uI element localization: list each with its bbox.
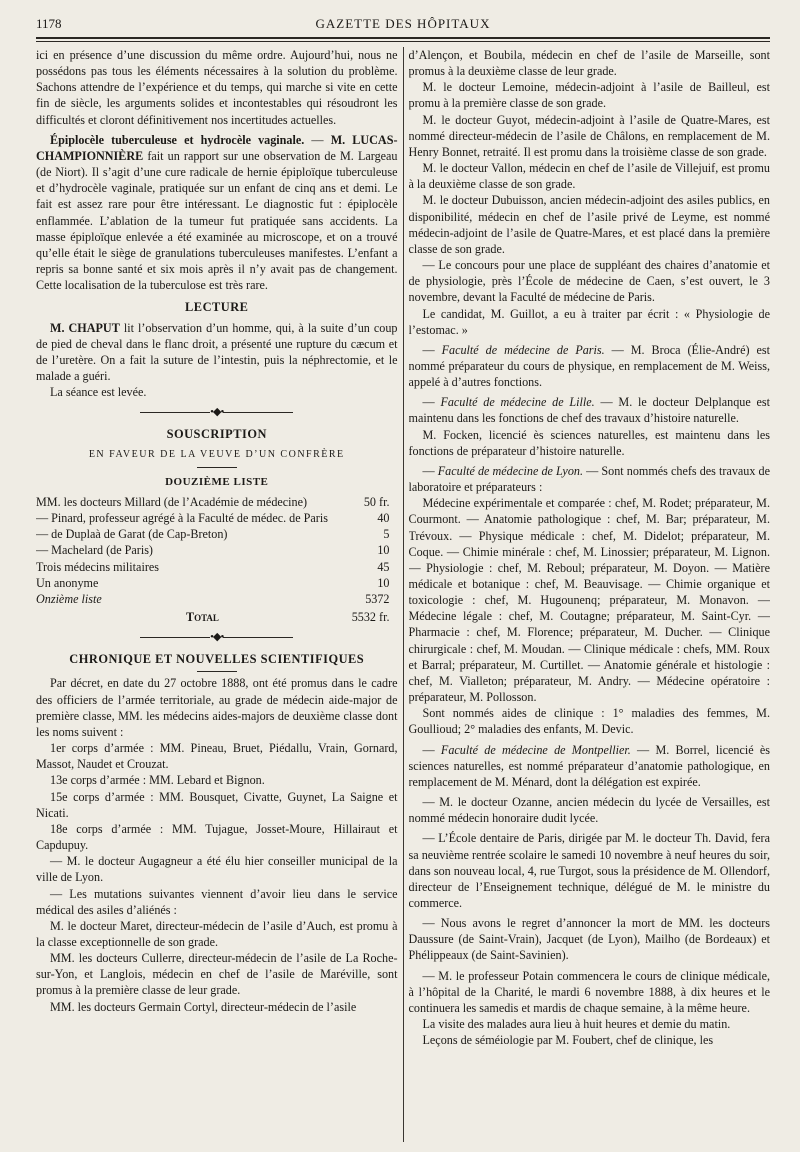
news-paragraph: Leçons de séméiologie par M. Foubert, chef de clinique, les [422, 1033, 714, 1048]
souscription-heading: SOUSCRIPTION [166, 427, 267, 442]
news-paragraph: — M. le professeur Potain commencera le cours de clinique médicale, à l’hôpital de la Charité, le mardi 6 novembre 1888, à dix heures et le continuera les samedis et mardis de chaque semaine, à la même heure. [408, 968, 770, 1015]
chronique-paragraph: M. le docteur Maret, directeur-médecin de l’asile d’Auch, est promu à la classe exceptionnelle de son grade. [36, 918, 398, 949]
news-paragraph: M. le docteur Lemoine, médecin-adjoint à l’asile de Bailleul, est promu à la première classe de son grade. [408, 80, 770, 111]
chronique-heading: CHRONIQUE ET NOUVELLES SCIENTIFIQUES [69, 652, 365, 667]
lille-label: Faculté de médecine de Lille. [440, 395, 595, 410]
news-paragraph: M. le docteur Guyot, médecin-adjoint à l’asile de Quatre-Mares, est nommé directeur-médecin de l’asile de Châlons, en remplacement de M. Henry Bonnet, retraité. Il est promu dans la troisième classe de son grade. [408, 112, 770, 159]
chronique-paragraph: 13e corps d’armée : MM. Lebard et Bignon. [50, 773, 265, 788]
seance-levee: La séance est levée. [50, 385, 147, 400]
page-number: 1178 [36, 16, 62, 31]
section-ornament: •◆• [36, 404, 398, 420]
paris-paragraph: — Faculté de médecine de Paris. — M. Broca (Élie-André) est nommé préparateur du cours de physique, en remplacement de M. Weiss, appelé à d’autres fonctions. [408, 342, 770, 390]
epiplocele-author: M. LUCAS-CHAMPIONNIÈRE [36, 132, 398, 163]
chronique-paragraph: MM. les docteurs Germain Cortyl, directeur-médecin de l’asile [50, 999, 357, 1014]
epiplocele-text: fait un rapport sur une observation de M. Largeau (de Niort). Il s’agit d’une cure radicale de hernie épiploïque tuberculeuse et d’hydrocèle vaginale, pratiquée sur un enfant de cinq ans et demi. Le fait est assez rare pour être intéressant. Le diagnostic fut : épiplocèle enflammée. L’ablation de la tumeur fut pratiquée sans accidents. La masse épiploïque enlevée a été examinée au microscope, et on a trouvé qu’elle était le siège de granulations tuberculeuses manifestes. L’enfant a repris sa bonne santé et six mois après il n’y avait pas de changement. Cette localisation de la tuberculose est très rare. [36, 148, 398, 293]
lecture-author: M. CHAPUT [50, 320, 120, 335]
list-item: — Machelard (de Paris) 10 [36, 543, 390, 558]
lyon-aides: Sont nommés aides de clinique : 1° maladies des femmes, M. Goullioud; 2° maladies des enfants, M. Devic. [408, 706, 770, 737]
news-paragraph: — L’École dentaire de Paris, dirigée par M. le docteur Th. David, fera sa neuvième rentrée scolaire le samedi 10 novembre à neuf heures du soir, dans son nouveau local, 4, rue Turgot, sous la présidence de M. Ollendorf, directeur de l’Enseignement technique, délégué de M. le ministre du commerce. [408, 831, 770, 910]
news-paragraph: M. le docteur Vallon, médecin en chef de l’asile de Villejuif, est promu à la deuxième classe de son grade. [408, 161, 770, 192]
right-column [409, 47, 771, 1142]
news-paragraph: d’Alençon, et Boubila, médecin en chef de l’asile de Marseille, sont promus à la deuxième classe de leur grade. [408, 48, 770, 79]
header-rule [36, 37, 770, 42]
total-label: Total [186, 610, 219, 624]
news-paragraph: La visite des malades aura lieu à huit heures et demie du matin. [422, 1017, 731, 1032]
total-row [36, 609, 398, 625]
left-column [36, 47, 398, 1142]
chronique-paragraph: Par décret, en date du 27 octobre 1888, ont été promus dans le cadre des officiers de l’armée territoriale, au grade de médecin aide-major de première classe, MM. les médecins aides-majors de deuxième classe dont les noms suivent : [36, 676, 398, 739]
two-column-body [36, 47, 770, 1142]
news-paragraph: Le candidat, M. Guillot, a eu à traiter par écrit : « Physiologie de l’estomac. » [408, 306, 770, 337]
total-amount: 5532 fr. [351, 610, 390, 624]
news-paragraph: — Nous avons le regret d’annoncer la mort de MM. les docteurs Daussure (de Saint-Vrain), Jacquet (de Lyon), Mailho (de Bordeaux) et Phélippeaux (de Saint-Savinien). [408, 916, 770, 963]
divider [197, 671, 237, 672]
lyon-list: Médecine expérimentale et comparée : chef, M. Rodet; préparateur, M. Courmont. — Anatomie pathologique : chef, M. Bar; préparateur, M. Trévoux. — Physique médicale : chef, M. Didelot; préparateur, M. Coque. — Chimie minérale : chef, M. Linossier; préparateur, M. Lignon. — Physiologie : chef, M. Reboul; préparateur, M. Doyon. — Matière médicale et botanique : chef, M. Beauvisage. — Chimie organique et toxicologie : chef, M. Hugounenq; préparateur, M. Monavon. — Médecine légale : chef, M. Coutagne; préparateur, M. Saint-Cyr. — Pharmacie : chef, M. Florence; préparateur, M. Ducher. — Clinique chirurgicale : chef, M. Moudan. — Clinique médicale : chefs, MM. Roux et Barral; préparateur, M. Curtillet. — Anatomie générale et histologie : chef, M. Vialleton; préparateur, M. Andry. — Médecine opératoire : préparateur, M. Pollosson. [408, 496, 770, 705]
intro-paragraph: ici en présence d’une discussion du même ordre. Aujourd’hui, nous ne possédons pas tous les éléments nécessaires à la solution du problème. Sachons attendre de l’expérience et du temps, qui marche si vite en cette fin de siècle, les arguments solides et incontestables qui résoudront les difficultés et cloront définitivement nos incertitudes actuelles. [36, 48, 398, 127]
montpellier-paragraph: — Faculté de médecine de Montpellier. — M. Borrel, licencié ès sciences naturelles, est nommé préparateur d’anatomie pathologique, en remplacement de M. Ménard, dont la délégation est expirée. [408, 742, 770, 789]
souscription-subheading: EN FAVEUR DE LA VEUVE D’UN CONFRÈRE [88, 448, 345, 460]
page-header [36, 14, 770, 36]
column-divider [403, 47, 404, 1142]
lille-paragraph: — Faculté de médecine de Lille. — M. le docteur Delplanque est maintenu dans les fonctions de chef des travaux d’histoire naturelle. [408, 395, 770, 426]
news-paragraph: M. Focken, licencié ès sciences naturelles, est maintenu dans les fonctions de préparateur d’histoire naturelle. [408, 427, 770, 458]
journal-title: GAZETTE DES HÔPITAUX [315, 16, 491, 31]
section-ornament: •◆• [36, 629, 398, 645]
lecture-paragraph [36, 320, 398, 385]
lecture-heading: LECTURE [185, 300, 249, 315]
chronique-paragraph: MM. les docteurs Cullerre, directeur-médecin de l’asile de La Roche-sur-Yon, et Langlois, médecin en chef de l’asile de Maréville, sont promus à la première classe de leur grade. [36, 951, 398, 998]
list-item: Un anonyme 10 [36, 575, 390, 590]
chronique-paragraph: 1er corps d’armée : MM. Pineau, Bruet, Piédallu, Vrain, Gornard, Massot, Naudet et Crouzat. [36, 741, 398, 772]
montpellier-label: Faculté de médecine de Montpellier. [440, 742, 631, 757]
chronique-paragraph: — M. le docteur Augagneur a été élu hier conseiller municipal de la ville de Lyon. [36, 854, 398, 885]
lyon-paragraph: — Faculté de médecine de Lyon. — Sont nommés chefs des travaux de laboratoire et préparateurs : [408, 463, 770, 495]
subscription-list [36, 494, 398, 625]
list-item: — de Duplaà de Garat (de Cap-Breton) 5 [36, 527, 390, 542]
chronique-paragraph: — Les mutations suivantes viennent d’avoir lieu dans le service médical des asiles d’aliénés : [36, 886, 398, 917]
divider [197, 467, 237, 468]
news-paragraph: — M. le docteur Ozanne, ancien médecin du lycée de Versailles, est nommé médecin honoraire dudit lycée. [408, 795, 770, 826]
news-paragraph: — Le concours pour une place de suppléant des chaires d’anatomie et de physiologie, près l’École de médecine de Caen, s’est ouvert, le 3 novembre, devant la Faculté de médecine de Paris. [408, 258, 770, 305]
lyon-label: Faculté de médecine de Lyon. [437, 463, 583, 478]
news-paragraph: M. le docteur Dubuisson, ancien médecin-adjoint des asiles publics, en disponibilité, médecin en chef de l’asile privé de Leyme, est nommé médecin-adjoint de l’asile de Quatre-Mares, et est placé dans la première classe de son grade. [408, 193, 770, 256]
chronique-paragraph: 18e corps d’armée : MM. Tujague, Josset-Moure, Hillairaut et Capdupuy. [36, 821, 398, 853]
list-item: Onzième liste 5372 [36, 591, 390, 606]
paris-label: Faculté de médecine de Paris. [441, 342, 605, 357]
epiplocele-title: Épiplocèle tuberculeuse et hydrocèle vaginale. [50, 132, 305, 147]
chronique-paragraph: 15e corps d’armée : MM. Bousquet, Civatte, Guynet, La Saigne et Nicati. [36, 789, 398, 820]
list-item: Trois médecins militaires 45 [36, 559, 390, 574]
liste-heading: DOUZIÈME LISTE [165, 475, 269, 488]
list-item: MM. les docteurs Millard (de l’Académie de médecine) 50 fr. [36, 494, 390, 509]
epiplocele-paragraph: Épiplocèle tuberculeuse et hydrocèle vaginale. — M. LUCAS-CHAMPIONNIÈRE fait un rapport sur une observation de M. Largeau (de Niort). Il s’agit d’une cure radicale de hernie épiploïque tuberculeuse et d’hydrocèle vaginale, pratiquée sur un enfant de cinq ans et demi. Le fait est assez rare pour être intéressant. Le diagnostic fut : épiplocèle enflammée. L’ablation de la tumeur fut pratiquée sans accidents. La masse épiploïque enlevée a été examinée au microscope, et on a trouvé qu’elle était le siège de granulations tuberculeuses manifestes. L’enfant a repris sa bonne santé et six mois après il n’y avait pas de changement. Cette localisation de la tuberculose est très rare. [36, 132, 398, 293]
list-item: — Pinard, professeur agrégé à la Faculté de médec. de Paris 40 [36, 511, 390, 526]
lecture-text: lit l’observation d’un homme, qui, à la suite d’un coup de pied de cheval dans le flanc droit, a présenté une rupture du cæcum et de l’uretère. On a fait la suture de l’intestin, puis la néphrectomie, et le malade a guéri. [36, 320, 398, 383]
